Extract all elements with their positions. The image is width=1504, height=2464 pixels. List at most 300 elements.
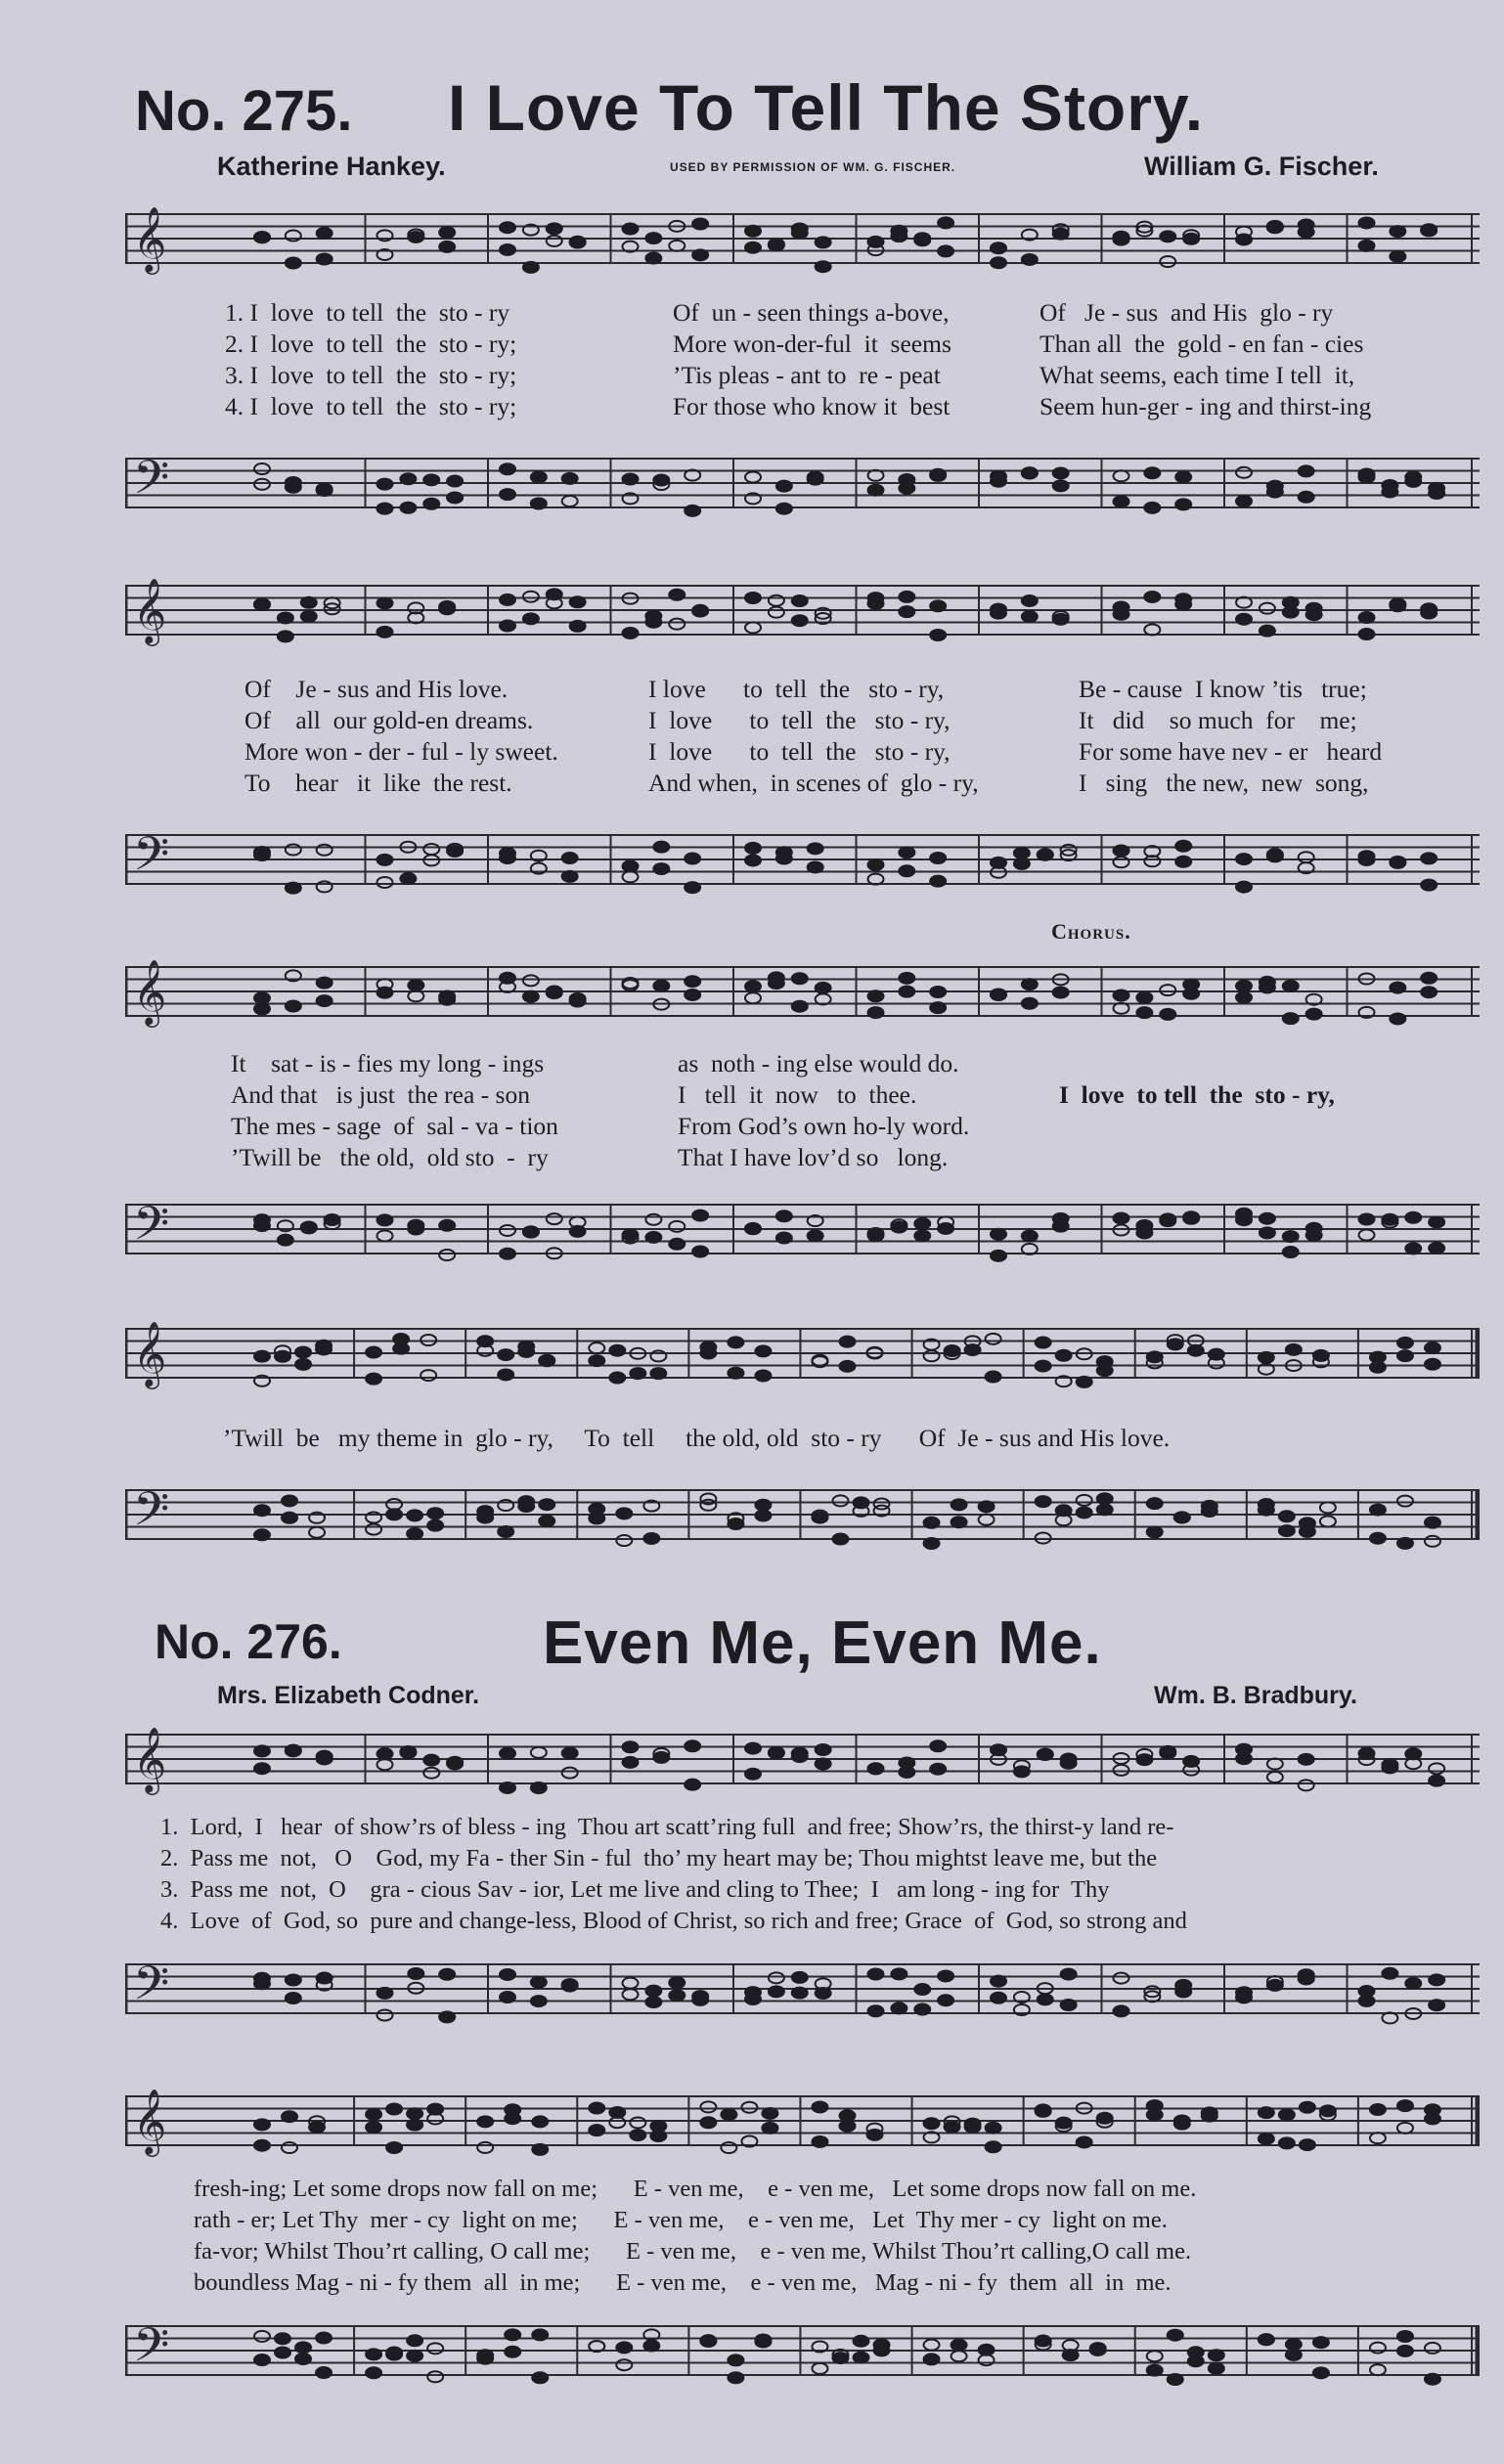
note-head [685,506,700,516]
note-head [721,2109,736,2120]
note-head [1236,1744,1252,1755]
note-head [745,992,761,1003]
staff-bass [125,1476,1480,1555]
note-head [650,1368,666,1379]
note-head [532,2329,548,2340]
note-head [423,844,439,855]
note-head [1053,1213,1069,1224]
staff-bass [125,821,1480,900]
staff-lines [125,1951,1480,2029]
staff-treble [125,1315,1480,1393]
note-head [317,253,332,264]
note-head [505,2329,520,2340]
lyric-verse-line: The mes - sage of sal - va - tion [231,1112,558,1140]
note-head [812,2136,827,2147]
note-head [1236,614,1252,625]
note-head [1359,851,1375,861]
note-head [745,622,761,633]
lyric-verse-line: 2. I love to tell the sto - ry; [225,330,517,358]
note-head [1236,234,1252,244]
note-head [769,595,784,606]
note-head [991,471,1006,482]
note-head [531,1747,547,1758]
note-head [286,883,301,894]
note-head [1038,1749,1053,1760]
note-head [1014,1766,1030,1777]
note-head [745,471,761,482]
note-head [420,1370,436,1381]
note-head [518,1342,534,1352]
note-head [868,859,884,870]
note-head [254,1745,270,1756]
note-head [1429,2000,1444,2010]
note-head [1160,1747,1175,1758]
note-head [1267,481,1283,492]
note-head [377,1759,393,1770]
note-head [812,1513,827,1523]
note-head [408,980,423,990]
note-head [500,1992,515,2002]
lyrics-system-5 [125,1814,1480,1941]
note-head [1397,2346,1413,2356]
note-head [1382,1762,1397,1773]
note-head [839,2110,855,2121]
note-head [589,1355,604,1366]
note-head [792,1988,808,1999]
note-head [1174,2119,1190,2130]
note-head [816,237,831,247]
note-head [254,1529,270,1540]
note-head [1014,858,1030,869]
note-head [728,2354,743,2365]
note-head [498,1349,513,1360]
staff-lines [125,1476,1480,1555]
note-head [301,1222,317,1233]
note-head [630,1368,645,1379]
note-head [254,1763,270,1774]
note-head [899,847,914,858]
note-head [1397,2123,1413,2134]
note-head [539,1499,554,1510]
note-head [1114,1225,1129,1236]
note-head [700,2117,716,2128]
staff-lines [125,1191,1480,1269]
note-head [991,1976,1006,1987]
note-head [532,2116,548,2127]
note-head [692,1995,708,2005]
note-head [589,2125,604,2135]
note-head [531,1996,547,2006]
note-head [755,1511,771,1521]
note-head [1299,1780,1314,1790]
note-head [623,628,639,638]
lyrics-system-3 [125,1049,1480,1176]
note-head [792,1972,808,1983]
note-head [1306,603,1322,614]
lyric-verse-line: 1. Lord, I hear of show’rs of bless - ing Thou art scatt’ring full and free; Show’rs, the thirst-y land re- [160,1814,1174,1840]
note-head [1359,472,1375,483]
note-head [623,1229,639,1240]
note-head [685,1740,700,1751]
note-head [1022,998,1038,1009]
note-head [938,1970,953,1981]
note-head [407,1528,422,1539]
note-head [439,242,455,252]
note-head [914,1984,930,1995]
lyric-verse-line: Than all the gold - en fan - cies [1040,330,1364,358]
note-head [930,853,946,863]
note-head [951,2340,967,2351]
note-head [1359,1230,1375,1241]
note-head [930,1002,946,1013]
note-head [407,2108,422,2119]
note-head [408,1224,423,1235]
note-head [562,496,578,506]
note-head [700,2101,716,2112]
note-head [899,987,914,997]
note-head [745,843,761,854]
note-head [669,1239,685,1250]
note-head [532,2144,548,2155]
note-head [868,1763,884,1774]
note-head [377,1214,393,1225]
note-head [254,1351,270,1362]
note-head [1359,1213,1375,1224]
note-head [1236,1992,1252,2002]
note-head [938,217,953,228]
note-head [1299,465,1314,476]
note-head [1320,1502,1336,1513]
note-head [1405,1212,1421,1223]
note-head [589,2103,604,2114]
lyric-verse-line: To hear it like the rest. [244,769,512,797]
note-head [1405,1243,1421,1254]
note-head [755,1370,771,1381]
note-head [1429,488,1444,499]
note-head [254,232,270,242]
note-head [1279,1525,1295,1536]
note-head [1300,2102,1315,2113]
note-head [1097,1365,1113,1376]
note-head [1175,1986,1191,1997]
staff-treble [125,572,1480,650]
note-head [854,2353,869,2363]
note-head [1236,882,1252,893]
note-head [500,1969,515,1980]
note-head [1097,1493,1113,1504]
note-head [547,1213,562,1224]
note-head [868,1007,884,1018]
note-head [1260,982,1275,992]
note-head [570,1226,586,1237]
staff-lines [125,2083,1480,2161]
note-head [1077,2136,1092,2147]
note-head [991,257,1006,268]
note-head [366,2367,381,2378]
note-head [991,1251,1006,1261]
note-head [531,1977,547,1988]
note-head [400,503,416,513]
note-head [1175,857,1191,867]
lyric-verse-line: as noth - ing else would do. [678,1049,959,1078]
note-head [1053,988,1069,998]
note-head [1114,602,1129,613]
note-head [741,2102,757,2113]
note-head [531,472,547,483]
note-head [1136,1007,1152,1018]
note-head [439,2011,455,2022]
lyric-verse-line: I love to tell the sto - ry, [648,706,951,734]
lyric-verse-line: boundless Mag - ni - fy them all in me; E - ven me, e - ven me, Mag - ni - fy them all in me. [194,2269,1172,2296]
note-head [839,1361,855,1372]
lyric-verse-line: I tell it now to thee. [678,1080,917,1109]
note-head [500,594,515,605]
note-head [407,2351,422,2361]
note-head [254,992,270,1003]
note-head [1370,2133,1386,2143]
note-head [986,2141,1001,2152]
note-head [868,598,884,609]
note-head [868,2005,884,2016]
note-head [366,1524,381,1535]
note-head [500,244,515,255]
note-head [979,2354,995,2365]
note-head [547,988,562,998]
note-head [1202,2107,1217,2118]
staff-lines [125,1721,1480,1799]
note-head [645,253,661,264]
hymn-275-composer: William G. Fischer. [1144,152,1379,181]
note-head [1421,853,1437,863]
note-head [685,1780,700,1790]
note-head [1077,1507,1092,1518]
note-head [1286,2339,1302,2350]
note-head [1429,1763,1444,1774]
note-head [745,981,761,991]
clef-icon: 𝄢 [133,1956,170,2022]
note-head [295,1347,311,1358]
note-head [386,2103,402,2114]
note-head [1425,2113,1440,2124]
note-head [1429,1974,1444,1985]
note-head [1390,600,1405,611]
note-head [692,606,708,617]
note-head [1168,1339,1183,1349]
note-head [986,1334,1001,1344]
staff-lines [125,2312,1480,2391]
note-head [282,2111,297,2122]
note-head [1390,983,1405,993]
note-head [1397,1350,1413,1361]
note-head [1370,1533,1386,1544]
note-head [808,474,823,485]
note-head [278,612,293,623]
note-head [792,1001,808,1012]
note-head [518,1501,534,1512]
note-head [832,1495,848,1506]
note-head [447,492,463,503]
note-head [792,228,808,239]
note-head [1236,981,1252,991]
note-head [275,2347,290,2357]
note-head [991,604,1006,615]
note-head [1320,1516,1336,1526]
note-head [570,621,586,632]
note-head [316,2367,332,2378]
note-head [1370,2104,1386,2115]
note-head [891,1968,907,1979]
note-head [891,231,907,242]
note-head [745,1223,761,1234]
note-head [1147,1526,1163,1537]
note-head [685,854,700,864]
note-head [1036,2336,1051,2347]
note-head [1359,629,1375,639]
note-head [505,2347,520,2357]
note-head [930,876,946,887]
note-head [254,479,270,490]
clef-icon: 𝄞 [133,577,167,643]
note-head [531,1782,547,1793]
note-head [1299,492,1314,503]
lyric-verse-line: 2. Pass me not, O God, my Fa - ther Sin - ful tho’ my heart may be; Thou mightst leave me, but the [160,1845,1158,1871]
note-head [500,848,515,858]
clef-icon: 𝄞 [133,958,167,1025]
note-head [762,2123,777,2134]
note-head [1313,2337,1329,2348]
note-head [1144,503,1160,513]
note-head [407,2120,422,2131]
note-head [254,2354,270,2365]
note-head [653,475,669,486]
note-head [816,261,831,272]
lyric-verse-line: Of all our gold-en dreams. [244,706,534,734]
note-head [254,463,270,474]
lyric-verse-line: Seem hun-ger - ing and thirst-ing [1040,392,1372,420]
note-head [1114,845,1129,856]
note-head [1425,1518,1440,1528]
note-head [1202,1501,1217,1512]
lyric-verse-line: What seems, each time I tell it, [1040,361,1355,389]
hymn-275-title: I Love To Tell The Story. [448,71,1205,144]
note-head [1144,624,1160,635]
note-head [930,469,946,480]
staff-lines [125,821,1480,900]
note-head [755,1345,771,1356]
note-head [254,2331,270,2342]
note-head [547,236,562,246]
note-head [623,1741,639,1752]
note-head [447,1757,463,1768]
note-head [1397,2100,1413,2111]
lyric-chorus-line: I love to tell the sto - ry, [1059,1080,1335,1109]
note-head [1056,1350,1072,1361]
note-head [839,2121,855,2132]
note-head [1144,592,1160,602]
note-head [500,489,515,500]
note-head [1114,1765,1129,1776]
note-head [755,2334,771,2345]
lyric-verse-line: Of Je - sus and His glo - ry [1040,298,1334,327]
note-head [1022,254,1038,265]
note-head [745,1769,761,1780]
note-head [423,499,439,509]
note-head [423,1755,439,1766]
note-head [400,873,416,884]
note-head [1061,1754,1077,1765]
note-head [1147,2109,1163,2120]
note-head [1397,2331,1413,2342]
note-head [427,2371,443,2382]
note-head [645,233,661,243]
note-head [769,978,784,989]
lyric-verse-line: ’Twill be my theme in glo - ry, To tell the old, old sto - ry Of Je - sus and His love. [223,1424,1171,1452]
note-head [643,1533,659,1544]
note-head [930,600,946,611]
note-head [816,1744,831,1755]
note-head [377,479,393,490]
note-head [1260,1213,1275,1224]
note-head [500,621,515,632]
note-head [685,882,700,893]
note-head [317,978,332,989]
note-head [650,2131,666,2141]
note-head [991,1229,1006,1240]
note-head [377,855,393,865]
note-head [1056,2118,1072,2129]
note-head [1236,1214,1252,1225]
note-head [808,861,823,872]
note-head [1061,1969,1077,1980]
note-head [523,991,539,1002]
note-head [1283,597,1299,608]
note-head [839,1337,855,1347]
note-head [317,995,332,1006]
note-head [645,1986,661,1997]
staff-lines [125,1315,1480,1393]
note-head [1036,1361,1051,1372]
hymn-275-number: No. 275. [135,79,353,143]
note-head [1053,229,1069,240]
note-head [776,1233,792,1244]
clef-icon: 𝄞 [133,1726,167,1792]
note-head [745,1743,761,1754]
note-head [523,975,539,986]
note-head [477,2354,493,2364]
note-head [286,1993,301,2003]
note-head [377,877,393,888]
note-head [609,1345,625,1356]
note-head [630,2130,645,2140]
note-head [1038,1994,1053,2004]
note-head [589,1342,604,1353]
note-head [286,482,301,493]
note-head [816,1758,831,1769]
note-head [1267,849,1283,859]
note-head [623,871,639,882]
note-head [700,1347,716,1358]
note-head [914,1230,930,1241]
note-head [1022,595,1038,606]
staff-bass [125,1951,1480,2029]
note-head [1279,2109,1295,2120]
note-head [721,2142,736,2153]
note-head [1300,1526,1315,1537]
note-head [439,994,455,1005]
note-head [1421,607,1437,618]
note-head [1390,1013,1405,1024]
note-head [930,987,946,997]
